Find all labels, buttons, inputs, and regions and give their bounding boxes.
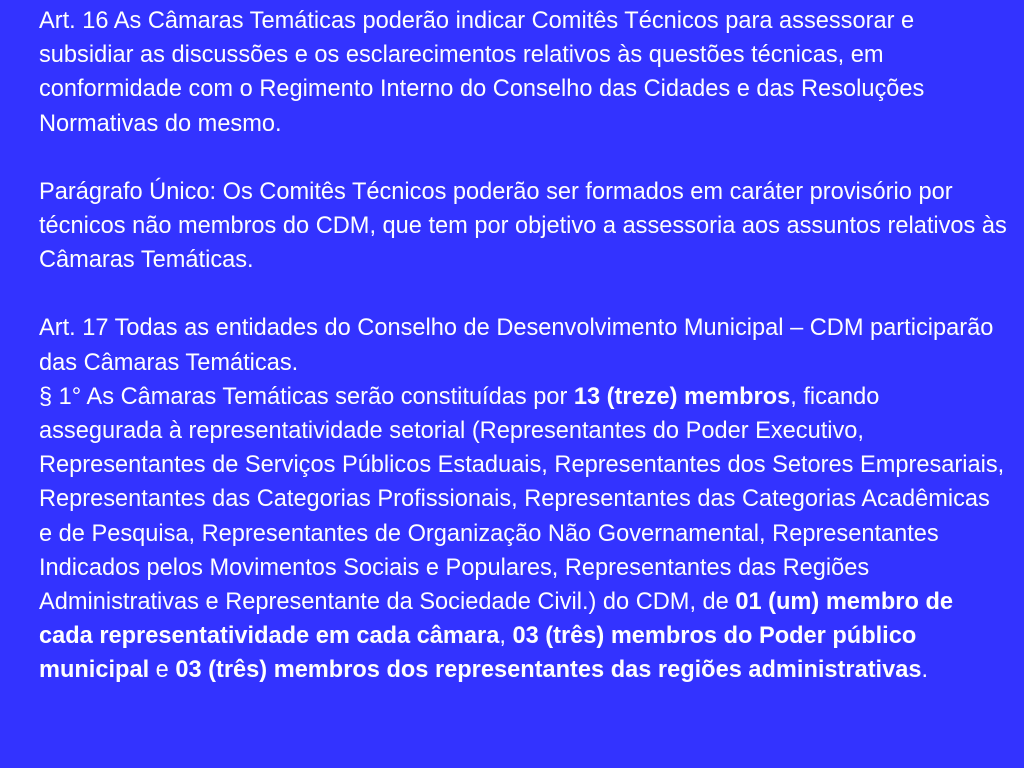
spacer: [39, 141, 1008, 175]
par1-middle-text: , ficando assegurada à representatividade setorial (Representantes do Poder Executivo, Representantes de Serviços Públicos Estaduais, Representantes dos Setores Empresariais, Representantes das Categorias Profissionais, Representantes das Categorias Acadêmicas e de Pesquisa, Representantes de Organização Não Governamental, Representantes Indicados pelos Movimentos Sociais e Populares, Representantes das Regiões Administrativas e Representante da Sociedade Civil.) do CDM, de: [39, 383, 1005, 616]
par1-bold-members: 13 (treze) membros: [573, 383, 791, 410]
par1-lead-text: § 1° As Câmaras Temáticas serão constituídas por: [39, 383, 574, 410]
par1-separator-comma: ,: [499, 623, 513, 650]
spacer: [39, 277, 1008, 311]
par1-bold-public-members: 03 (três) membros do Poder público municipal: [39, 623, 917, 684]
paragrafo-unico-paragraph: Parágrafo Único: Os Comitês Técnicos poderão ser formados em caráter provisório por técnicos não membros do CDM, que tem por objetivo a assessoria aos assuntos relativos às Câmaras Temáticas.: [39, 178, 1007, 274]
art16-paragraph: Art. 16 As Câmaras Temáticas poderão indicar Comitês Técnicos para assessorar e subsidiar as discussões e os esclarecimentos relativos às questões técnicas, em conformidade com o Regimento Interno do Conselho das Cidades e das Resoluções Normativas do mesmo.: [39, 8, 925, 137]
art17-paragraph: Art. 17 Todas as entidades do Conselho de Desenvolvimento Municipal – CDM participarão das Câmaras Temáticas.: [39, 315, 994, 376]
par1-end-period: .: [921, 657, 929, 684]
par1-separator-and: e: [149, 657, 176, 684]
paragraph-1-section: [39, 380, 1008, 688]
par1-bold-one-member: 01 (um) membro de cada representatividade em cada câmara: [39, 589, 953, 650]
par1-bold-region-members: 03 (três) membros dos representantes das regiões administrativas: [175, 657, 922, 684]
